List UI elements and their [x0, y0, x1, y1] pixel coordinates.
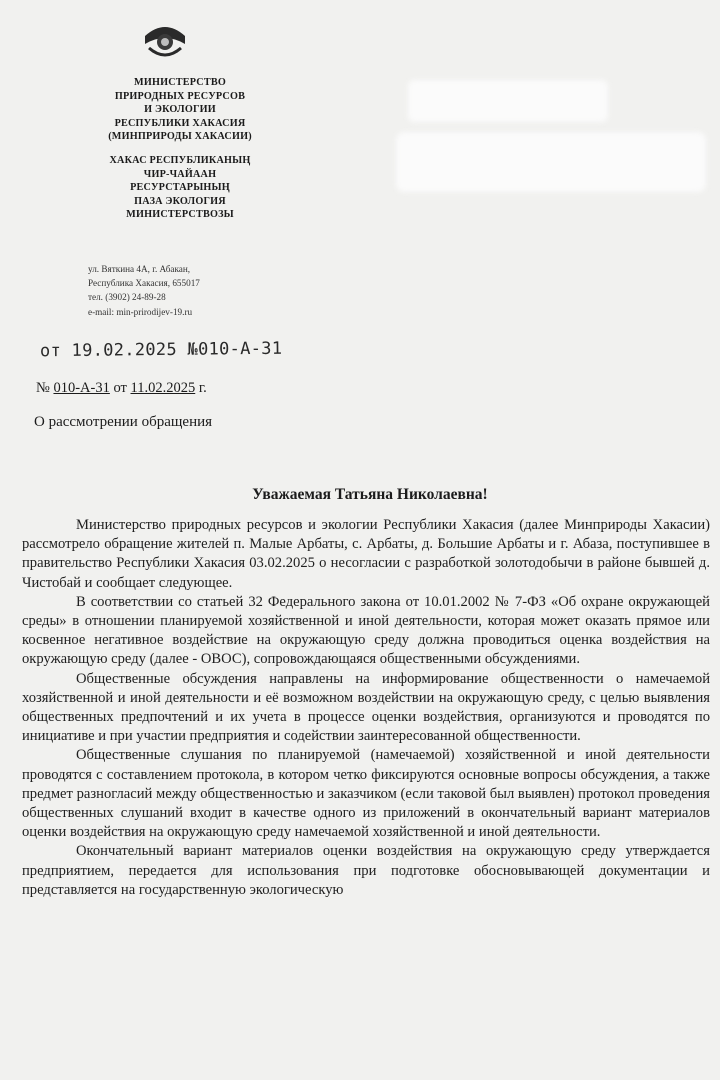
letter-subject: О рассмотрении обращения: [34, 414, 213, 430]
reg-from: от: [109, 380, 131, 396]
ministry-kh-line: МИНИСТЕРСТВОЗЫ: [126, 209, 234, 221]
body-paragraph: Окончательный вариант материалов оценки воздействия на окружающую среду утверждается предприятием, передается для использования при подготовке обосновывающей документации и представляется на государственную экологическую: [22, 843, 710, 898]
registration-line: [36, 380, 207, 397]
ministry-kh-line: ЧИР-ЧАЙААН: [143, 168, 217, 180]
salutation: Уважаемая Татьяна Николаевна!: [252, 486, 488, 503]
redacted-recipient-area: [396, 132, 706, 192]
ministry-ru-line: ПРИРОДНЫХ РЕСУРСОВ: [114, 90, 246, 102]
ministry-kh-line: РЕСУРСТАРЫНЫҢ: [130, 182, 230, 194]
reg-suffix: г.: [195, 380, 207, 396]
ministry-kh-line: ХАКАС РЕСПУБЛИКАНЫҢ: [109, 154, 251, 166]
redacted-recipient-area: [408, 80, 608, 122]
address-line: тел. (3902) 24-89-28: [88, 292, 166, 303]
reg-number: 010-А-31: [53, 380, 110, 396]
ministry-address: [88, 262, 268, 319]
body-paragraph: Общественные обсуждения направлены на информирование общественности о намечаемой хозяйственной и иной деятельности и её возможном воздействии на окружающую среду, с целью выявления общественных предпочтений и их учета в процессе оценки воздействия, организуются и проводятся по инициативе и при участии предприятия и содействии заинтересованной общественности.: [22, 670, 710, 745]
address-line: e-mail: min-prirodijev-19.ru: [88, 306, 193, 317]
ministry-ru-line: (МИНПРИРОДЫ ХАКАСИИ): [108, 131, 252, 143]
ministry-ru-line: И ЭКОЛОГИИ: [144, 104, 216, 116]
reg-prefix: №: [36, 380, 54, 396]
coat-of-arms-emblem-icon: [141, 22, 189, 62]
body-paragraph: Министерство природных ресурсов и экологии Республики Хакасия (далее Минприроды Хакасии) рассмотрело обращение жителей п. Малые Арбаты, с. Арбаты, д. Большие Арбаты и г. Абаза, поступившее в правительство Республики Хакасия 03.02.2025 о несогласии с разработкой золотодобычи в районе бывшей д. Чистобай и сообщает следующее.: [22, 517, 710, 591]
body-paragraph: В соответствии со статьей 32 Федерального закона от 10.01.2002 № 7-ФЗ «Об охране окружающей среды» в отношении планируемой хозяйственной и иной деятельности, которая может оказать прямое или косвенное негативное воздействие на окружающую среду должна проводиться оценка воздействия на окружающую среду (далее - ОВОС), сопровождающаяся общественными обсуждениями.: [22, 593, 710, 668]
ministry-ru-line: МИНИСТЕРСТВО: [134, 77, 226, 88]
letter-body: [22, 516, 710, 900]
ministry-header: [80, 76, 280, 222]
address-line: Республика Хакасия, 655017: [88, 278, 200, 289]
address-line: ул. Вяткина 4А, г. Абакан,: [88, 264, 191, 274]
handwritten-reference: от 19.02.2025 №010-А-31: [39, 338, 283, 362]
ministry-kh-line: ПАЗА ЭКОЛОГИЯ: [134, 195, 226, 207]
reg-date: 11.02.2025: [130, 380, 196, 396]
ministry-ru-line: РЕСПУБЛИКИ ХАКАСИЯ: [114, 117, 246, 129]
body-paragraph: Общественные слушания по планируемой (намечаемой) хозяйственной и иной деятельности проводятся с составлением протокола, в котором четко фиксируются основные вопросы обсуждения, а также предмет разногласий между общественностью и заказчиком (если таковой был выявлен) протокол проведения общественных слушаний входит в качестве одного из приложений в окончательный вариант материалов оценки воздействия на окружающую среду намечаемой хозяйственной и иной деятельности.: [22, 747, 710, 841]
